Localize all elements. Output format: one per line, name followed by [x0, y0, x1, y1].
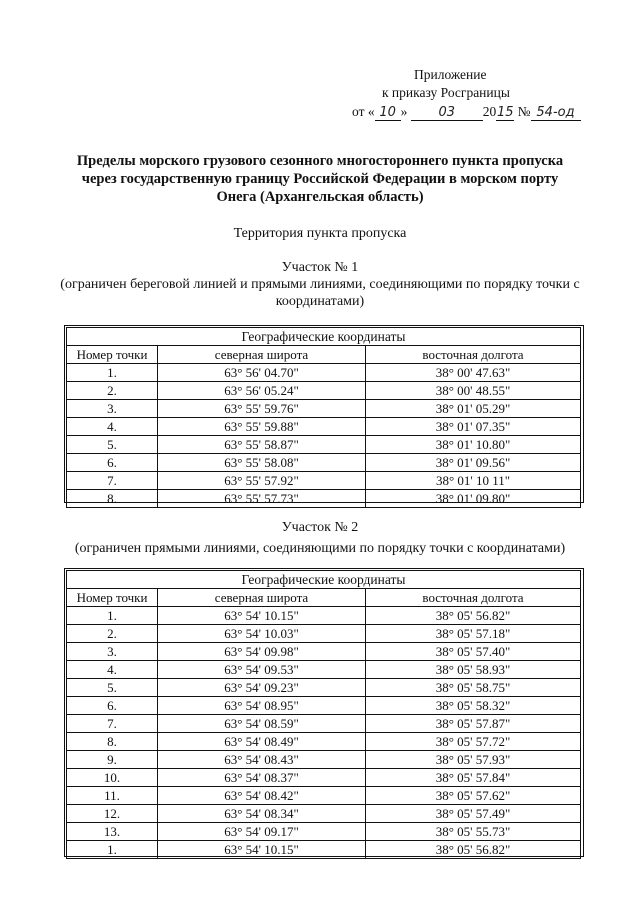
table-row: [67, 364, 581, 382]
column-header-longitude: восточная долгота: [366, 589, 581, 607]
longitude-cell: 38° 05' 58.93": [366, 661, 581, 679]
longitude-cell: 38° 01' 09.56": [366, 454, 581, 472]
column-header-point: Номер точки: [67, 346, 158, 364]
latitude-cell: 63° 54' 09.23": [158, 679, 366, 697]
table-row: [67, 436, 581, 454]
latitude-cell: 63° 56' 04.70": [158, 364, 366, 382]
point-number: 12.: [67, 805, 158, 823]
order-date-line: [352, 103, 581, 121]
latitude-cell: 63° 54' 10.03": [158, 625, 366, 643]
column-header-point: Номер точки: [67, 589, 158, 607]
latitude-cell: 63° 54' 08.34": [158, 805, 366, 823]
point-number: 2.: [67, 382, 158, 400]
table-caption: Географические координаты: [67, 328, 581, 346]
point-number: 10.: [67, 769, 158, 787]
order-month: 03: [411, 106, 483, 121]
longitude-cell: 38° 01' 10 11": [366, 472, 581, 490]
point-number: 5.: [67, 679, 158, 697]
latitude-cell: 63° 56' 05.24": [158, 382, 366, 400]
longitude-cell: 38° 05' 57.87": [366, 715, 581, 733]
section1-description: [40, 276, 600, 310]
point-number: 6.: [67, 697, 158, 715]
point-number: 4.: [67, 418, 158, 436]
longitude-cell: 38° 00' 47.63": [366, 364, 581, 382]
latitude-cell: 63° 54' 10.15": [158, 607, 366, 625]
latitude-cell: 63° 55' 57.92": [158, 472, 366, 490]
column-header-longitude: восточная долгота: [366, 346, 581, 364]
latitude-cell: 63° 54' 08.95": [158, 697, 366, 715]
column-header-latitude: северная широта: [158, 589, 366, 607]
appendix-label: Приложение: [414, 67, 487, 82]
longitude-cell: 38° 05' 58.75": [366, 679, 581, 697]
point-number: 2.: [67, 625, 158, 643]
longitude-cell: 38° 05' 57.93": [366, 751, 581, 769]
table-row: [67, 661, 581, 679]
table-caption: Географические координаты: [67, 571, 581, 589]
coordinates-table-1: [66, 327, 581, 508]
longitude-cell: 38° 05' 57.84": [366, 769, 581, 787]
point-number: 6.: [67, 454, 158, 472]
table-row: [67, 382, 581, 400]
order-number: 54-од: [531, 106, 581, 121]
title-line-3: Онега (Архангельская область): [216, 189, 424, 205]
table-row: [67, 400, 581, 418]
section2-heading: Участок № 2: [281, 520, 359, 535]
point-number: 4.: [67, 661, 158, 679]
longitude-cell: 38° 01' 07.35": [366, 418, 581, 436]
longitude-cell: 38° 05' 57.18": [366, 625, 581, 643]
section1-desc-line1: (ограничен береговой линией и прямыми линиями, соединяющими по порядку точки с: [60, 277, 580, 292]
document-title: [60, 152, 580, 206]
point-number: 7.: [67, 715, 158, 733]
longitude-cell: 38° 01' 05.29": [366, 400, 581, 418]
latitude-cell: 63° 54' 08.59": [158, 715, 366, 733]
table-row: [67, 607, 581, 625]
table-row: [67, 751, 581, 769]
latitude-cell: 63° 55' 58.08": [158, 454, 366, 472]
longitude-cell: 38° 05' 57.62": [366, 787, 581, 805]
table-row: [67, 805, 581, 823]
date-prefix: от «: [352, 104, 375, 119]
latitude-cell: 63° 54' 09.98": [158, 643, 366, 661]
longitude-cell: 38° 05' 57.49": [366, 805, 581, 823]
longitude-cell: 38° 05' 56.82": [366, 841, 581, 859]
point-number: 1.: [67, 364, 158, 382]
point-number: 3.: [67, 400, 158, 418]
table-row: [67, 787, 581, 805]
latitude-cell: 63° 54' 09.53": [158, 661, 366, 679]
latitude-cell: 63° 54' 08.37": [158, 769, 366, 787]
point-number: 7.: [67, 472, 158, 490]
table-row: [67, 418, 581, 436]
table-row: [67, 697, 581, 715]
latitude-cell: 63° 55' 57.73": [158, 490, 366, 508]
longitude-cell: 38° 05' 55.73": [366, 823, 581, 841]
table-row: [67, 841, 581, 859]
table-row: [67, 472, 581, 490]
point-number: 8.: [67, 490, 158, 508]
point-number: 9.: [67, 751, 158, 769]
point-number: 1.: [67, 841, 158, 859]
section1-heading: Участок № 1: [281, 260, 359, 275]
table-row: [67, 823, 581, 841]
latitude-cell: 63° 55' 58.87": [158, 436, 366, 454]
order-reference: к приказу Росграницы: [382, 85, 510, 100]
column-header-latitude: северная широта: [158, 346, 366, 364]
section1-desc-line2: координатами): [275, 294, 365, 309]
longitude-cell: 38° 05' 58.32": [366, 697, 581, 715]
table-row: [67, 679, 581, 697]
longitude-cell: 38° 00' 48.55": [366, 382, 581, 400]
latitude-cell: 63° 54' 09.17": [158, 823, 366, 841]
latitude-cell: 63° 54' 08.42": [158, 787, 366, 805]
territory-heading: Территория пункта пропуска: [233, 226, 407, 241]
latitude-cell: 63° 54' 10.15": [158, 841, 366, 859]
longitude-cell: 38° 01' 09.80": [366, 490, 581, 508]
latitude-cell: 63° 54' 08.49": [158, 733, 366, 751]
table-row: [67, 715, 581, 733]
longitude-cell: 38° 01' 10.80": [366, 436, 581, 454]
date-mid: »: [400, 104, 408, 119]
longitude-cell: 38° 05' 57.72": [366, 733, 581, 751]
latitude-cell: 63° 54' 08.43": [158, 751, 366, 769]
point-number: 3.: [67, 643, 158, 661]
number-label: №: [517, 104, 531, 119]
order-year: 15: [496, 105, 514, 120]
point-number: 1.: [67, 607, 158, 625]
table-row: [67, 733, 581, 751]
table-row: [67, 643, 581, 661]
point-number: 13.: [67, 823, 158, 841]
latitude-cell: 63° 55' 59.76": [158, 400, 366, 418]
title-line-1: Пределы морского грузового сезонного многостороннего пункта пропуска: [76, 153, 564, 169]
longitude-cell: 38° 05' 56.82": [366, 607, 581, 625]
table-row: [67, 454, 581, 472]
longitude-cell: 38° 05' 57.40": [366, 643, 581, 661]
table-row: [67, 490, 581, 508]
order-day: 10: [375, 106, 401, 121]
point-number: 5.: [67, 436, 158, 454]
point-number: 8.: [67, 733, 158, 751]
point-number: 11.: [67, 787, 158, 805]
table-row: [67, 769, 581, 787]
latitude-cell: 63° 55' 59.88": [158, 418, 366, 436]
table-row: [67, 625, 581, 643]
section2-description: (ограничен прямыми линиями, соединяющими по порядку точки с координатами): [74, 541, 566, 556]
title-line-2: через государственную границу Российской Федерации в морском порту: [81, 171, 559, 187]
coordinates-table-2: [66, 570, 581, 859]
year-prefix: 20: [482, 104, 497, 119]
